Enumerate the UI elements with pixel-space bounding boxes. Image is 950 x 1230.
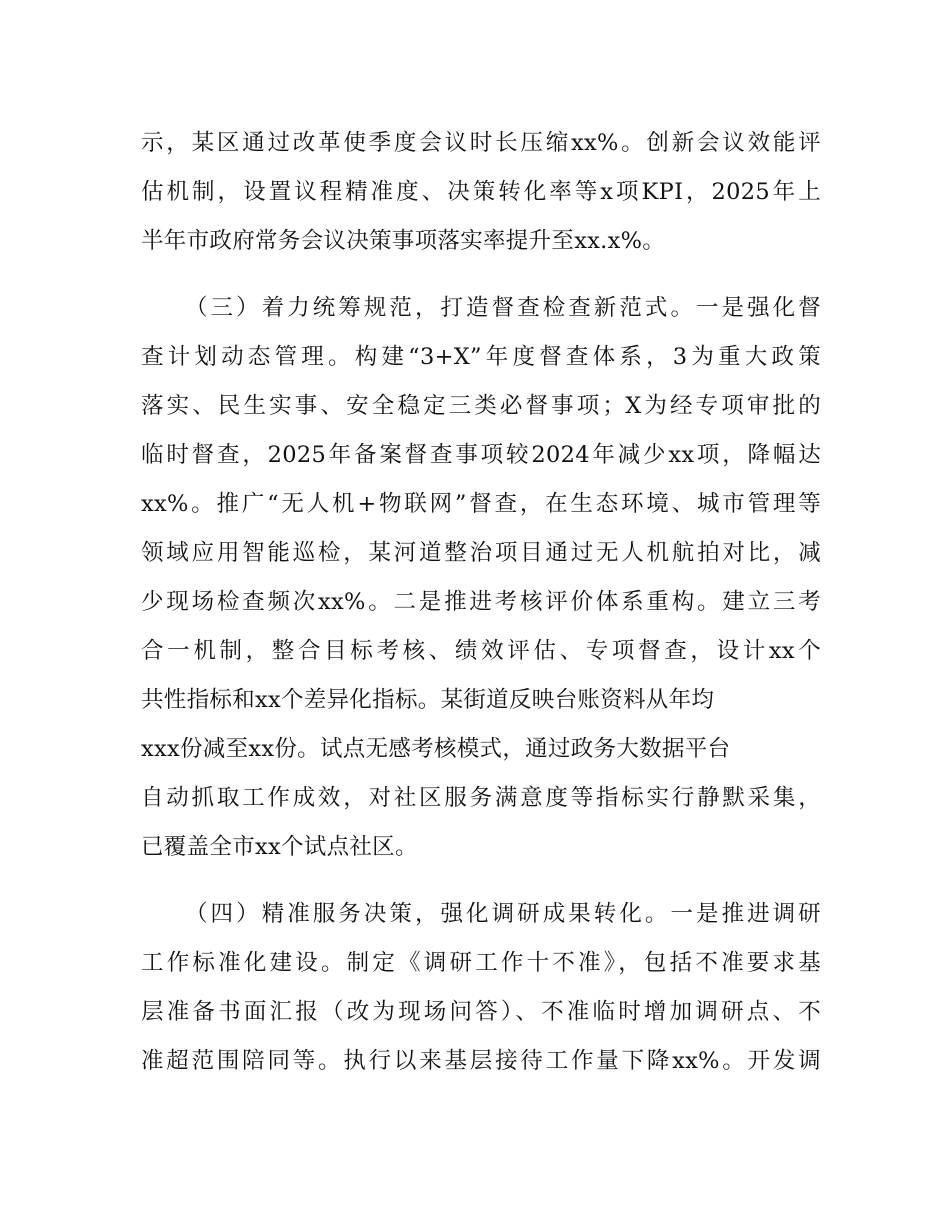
text-line: 领域应用智能巡检，某河道整治项目通过无人机航拍对比，减	[141, 540, 821, 566]
text-line: 估机制，设置议程精准度、决策转化率等x项KPI，2025年上	[141, 179, 821, 205]
text-line: 少现场检查频次xx%。二是推进考核评价体系重构。建立三考	[141, 589, 821, 615]
text-line: （四）精准服务决策，强化调研成果转化。一是推进调研	[185, 901, 821, 927]
text-line: 自动抓取工作成效，对社区服务满意度等指标实行静默采集，	[141, 785, 821, 811]
text-line: 合一机制，整合目标考核、绩效评估、专项督查，设计xx个	[141, 638, 821, 664]
text-line: 半年市政府常务会议决策事项落实率提升至xx.x%。	[141, 228, 666, 254]
text-line: xxx份减至xx份。试点无感考核模式，通过政务大数据平台	[141, 736, 731, 762]
text-line: 共性指标和xx个差异化指标。某街道反映台账资料从年均	[141, 687, 715, 713]
text-line: 临时督查，2025年备案督查事项较2024年减少xx项，降幅达	[141, 442, 821, 468]
text-line: xx%。推广“无人机+物联网”督查，在生态环境、城市管理等	[141, 491, 821, 517]
text-line: 示，某区通过改革使季度会议时长压缩xx%。创新会议效能评	[141, 130, 821, 156]
text-line: 层准备书面汇报（改为现场问答）、不准临时增加调研点、不	[141, 999, 821, 1025]
text-line: 查计划动态管理。构建“3+X”年度督查体系，3为重大政策	[141, 344, 821, 370]
text-line: 准超范围陪同等。执行以来基层接待工作量下降xx%。开发调	[141, 1048, 821, 1074]
text-line: 落实、民生实事、安全稳定三类必督事项；X为经专项审批的	[141, 393, 821, 419]
text-line: （三）着力统筹规范，打造督查检查新范式。一是强化督	[185, 295, 821, 321]
text-line: 已覆盖全市xx个试点社区。	[141, 834, 418, 860]
text-line: 工作标准化建设。制定《调研工作十不准》，包括不准要求基	[141, 950, 821, 976]
